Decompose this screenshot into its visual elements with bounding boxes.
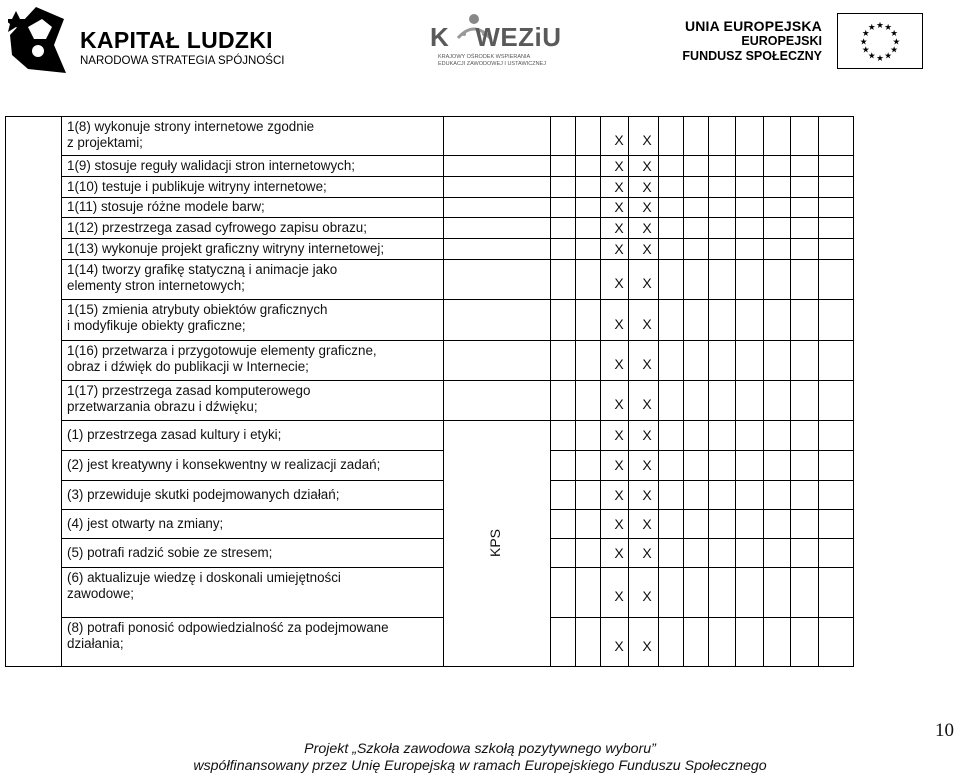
mark-x: X — [614, 220, 624, 236]
competency-text — [67, 220, 367, 236]
mark-x: X — [642, 158, 652, 174]
mark-x: X — [642, 487, 652, 503]
mark-x: X — [614, 179, 624, 195]
mark-x: X — [614, 316, 624, 332]
row-separator — [61, 567, 443, 568]
mark-x: X — [642, 516, 652, 532]
mark-x: X — [642, 638, 652, 654]
column-separator — [628, 116, 629, 667]
eu-star-icon: ★ — [867, 51, 876, 62]
competency-text — [67, 487, 339, 503]
column-separator — [708, 116, 709, 667]
competency-text-line: działania; — [67, 636, 124, 651]
mark-x: X — [614, 356, 624, 372]
column-separator — [575, 116, 576, 667]
competency-text-line: i modyfikuje obiekty graficzne; — [67, 318, 246, 333]
kapital-ludzki-subtitle: NARODOWA STRATEGIA SPÓJNOŚCI — [80, 55, 285, 67]
kowezu-subtitle: KRAJOWY OŚRODEK WSPIERANIA EDUKACJI ZAWODOWEJ I USTAWICZNEJ — [438, 54, 546, 67]
column-separator — [61, 116, 62, 667]
competency-text-line: 1(12) przestrzega zasad cyfrowego zapisu obrazu; — [67, 220, 367, 235]
column-separator — [763, 116, 764, 667]
row-separator — [61, 450, 443, 451]
mark-x: X — [642, 356, 652, 372]
mark-x: X — [642, 588, 652, 604]
competency-text — [67, 302, 328, 334]
competency-text-line: 1(9) stosuje reguły walidacji stron internetowych; — [67, 158, 356, 173]
eu-star-icon: ★ — [890, 45, 899, 56]
kps-label: KPS — [487, 528, 503, 558]
competency-text-line: z projektami; — [67, 135, 143, 150]
column-separator — [443, 116, 444, 667]
eu-star-icon: ★ — [876, 20, 884, 31]
row-separator — [550, 567, 853, 568]
kowezu-title: K WEZiU — [430, 22, 562, 52]
table-border-left — [5, 116, 6, 667]
competency-text — [67, 383, 310, 415]
mark-x: X — [642, 396, 652, 412]
eu-star-icon: ★ — [861, 45, 870, 56]
competency-text — [67, 516, 223, 532]
competency-text-line: elementy stron internetowych; — [67, 278, 245, 293]
mark-x: X — [614, 132, 624, 148]
competency-text — [67, 158, 355, 174]
competency-text-line: (2) jest kreatywny i konsekwentny w realizacji zadań; — [67, 457, 381, 472]
column-separator — [658, 116, 659, 667]
mark-x: X — [642, 545, 652, 561]
mark-x: X — [642, 316, 652, 332]
row-separator — [61, 538, 443, 539]
mark-x: X — [642, 427, 652, 443]
mark-x: X — [642, 241, 652, 257]
column-separator — [818, 116, 819, 667]
competency-text — [67, 199, 265, 215]
competency-text-line: (8) potrafi ponosić odpowiedzialność za podejmowane — [67, 620, 389, 635]
footer-project-line: Projekt „Szkoła zawodowa szkołą pozytywnego wyboru” — [304, 741, 656, 757]
competency-text-line: 1(17) przestrzega zasad komputerowego — [67, 383, 311, 398]
mark-x: X — [614, 588, 624, 604]
mark-x: X — [614, 275, 624, 291]
competency-text — [67, 457, 380, 473]
table-border-right — [853, 116, 854, 667]
eu-star-icon: ★ — [861, 29, 870, 40]
competency-text — [67, 570, 341, 602]
mark-x: X — [614, 158, 624, 174]
footer-funding-line: współfinansowany przez Unię Europejską w ramach Europejskiego Funduszu Społecznego — [193, 758, 767, 774]
mark-x: X — [614, 487, 624, 503]
column-separator — [790, 116, 791, 667]
competency-text — [67, 620, 389, 652]
eu-star-icon: ★ — [876, 53, 884, 64]
competency-text-line: (3) przewiduje skutki podejmowanych działań; — [67, 487, 340, 502]
competency-text-line: (1) przestrzega zasad kultury i etyki; — [67, 427, 282, 442]
mark-x: X — [614, 545, 624, 561]
competency-text-line: 1(14) tworzy grafikę statyczną i animacje jako — [67, 262, 338, 277]
competency-text-line: 1(10) testuje i publikuje witryny internetowe; — [67, 179, 327, 194]
row-separator — [550, 450, 853, 451]
competency-text — [67, 179, 327, 195]
eu-star-icon: ★ — [884, 51, 893, 62]
competency-text-line: 1(13) wykonuje projekt graficzny witryny internetowej; — [67, 241, 385, 256]
row-separator — [61, 509, 443, 510]
eu-text: UNIA EUROPEJSKA EUROPEJSKI FUNDUSZ SPOŁECZNY — [682, 18, 822, 63]
eu-star-icon: ★ — [884, 23, 893, 34]
mark-x: X — [642, 275, 652, 291]
eu-star-icon: ★ — [859, 37, 868, 48]
mark-x: X — [614, 396, 624, 412]
mark-x: X — [614, 638, 624, 654]
eu-star-icon: ★ — [892, 37, 901, 48]
mark-x: X — [614, 199, 624, 215]
competency-text-line: przetwarzania obrazu i dźwięku; — [67, 399, 258, 414]
competency-text-line: 1(15) zmienia atrybuty obiektów graficznych — [67, 302, 328, 317]
row-separator — [61, 617, 443, 618]
mark-x: X — [642, 179, 652, 195]
row-separator — [550, 509, 853, 510]
competency-text — [67, 343, 377, 375]
row-separator — [550, 480, 853, 481]
page-number: 10 — [935, 720, 954, 741]
column-separator — [550, 116, 551, 667]
eu-star-icon: ★ — [890, 29, 899, 40]
table-border-bottom — [5, 666, 853, 667]
competency-text-line: zawodowe; — [67, 586, 134, 601]
column-separator — [600, 116, 601, 667]
row-separator — [550, 617, 853, 618]
mark-x: X — [642, 199, 652, 215]
mark-x: X — [642, 220, 652, 236]
competency-text — [67, 119, 314, 151]
mark-x: X — [642, 457, 652, 473]
mark-x: X — [642, 132, 652, 148]
column-separator — [683, 116, 684, 667]
table-border-top — [5, 116, 853, 117]
competency-text-line: 1(11) stosuje różne modele barw; — [67, 199, 265, 214]
competency-text-line: 1(8) wykonuje strony internetowe zgodnie — [67, 119, 315, 134]
competency-text-line: obraz i dźwięk do publikacji w Internecie; — [67, 359, 309, 374]
competency-text-line: (5) potrafi radzić sobie ze stresem; — [67, 545, 273, 560]
mark-x: X — [614, 516, 624, 532]
mark-x: X — [614, 457, 624, 473]
row-separator — [61, 480, 443, 481]
kps-separator — [443, 420, 550, 421]
competency-text — [67, 241, 384, 257]
eu-star-icon: ★ — [867, 23, 876, 34]
column-separator — [735, 116, 736, 667]
competency-text-line: (4) jest otwarty na zmiany; — [67, 516, 224, 531]
competency-text-line: 1(16) przetwarza i przygotowuje elementy graficzne, — [67, 343, 377, 358]
mark-x: X — [614, 427, 624, 443]
competency-text-line: (6) aktualizuje wiedzę i doskonali umiejętności — [67, 570, 341, 585]
kapital-ludzki-title: KAPITAŁ LUDZKI — [80, 27, 273, 53]
competency-text — [67, 545, 272, 561]
competency-text — [67, 427, 281, 443]
mark-x: X — [614, 241, 624, 257]
competency-text — [67, 262, 337, 294]
row-separator — [550, 538, 853, 539]
